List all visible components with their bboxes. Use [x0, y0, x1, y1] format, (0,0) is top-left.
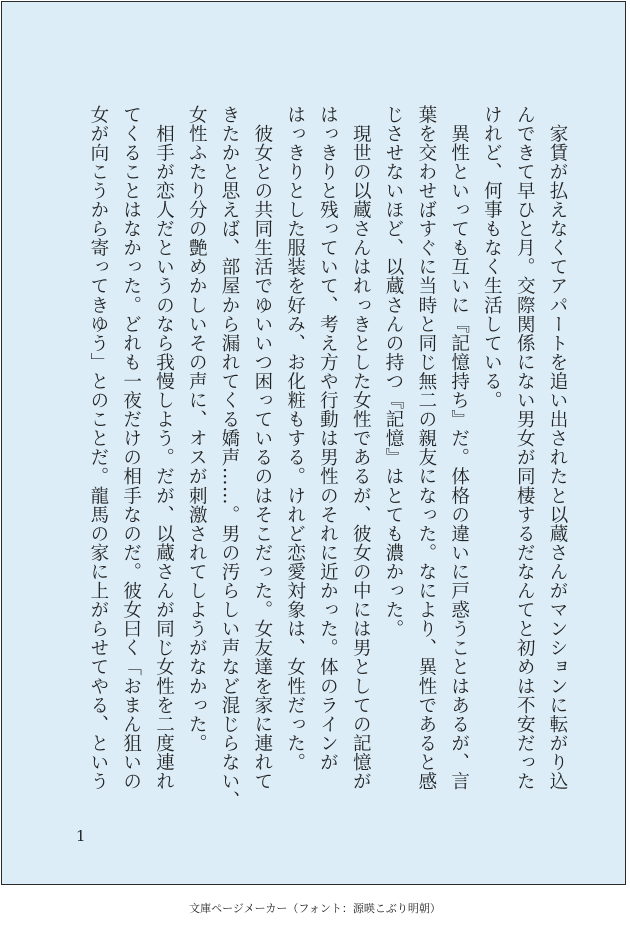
vertical-body-text	[81, 105, 573, 810]
text-line: けれど、何事もなく生活している。	[481, 105, 503, 410]
text-line: てくることはなかった。どれも一夜だけの相手なのだ。彼女曰く「おまん狙いの	[120, 105, 142, 791]
text-line: 家賃が払えなくてアパートを追い出されたと以蔵さんがマンションに転がり込	[547, 105, 568, 791]
text-line: 葉を交わせばすぐに当時と同じ無二の親友になった。なにより、異性であると感	[415, 105, 437, 791]
text-line: 現世の以蔵さんはれっきとした女性であるが、彼女の中には男としての記憶が	[350, 105, 372, 791]
book-page	[1, 1, 626, 885]
page-number: 1	[76, 827, 86, 845]
text-line: んできて早ひと月。交際関係にない男女が同棲するだなんてと初めは不安だった	[514, 105, 536, 791]
text-line: 相手が恋人だというのなら我慢しよう。だが、以蔵さんが同じ女性を二度連れ	[153, 105, 175, 791]
text-line: 彼女との共同生活でゆいいつ困っているのはそこだった。女友達を家に連れて	[251, 105, 273, 791]
text-line: 異性といっても互いに『記憶持ち』だ。体格の違いに戸惑うことはあるが、言	[448, 105, 470, 791]
text-line: きたかと思えば、部屋から漏れてくる嬌声……。男の汚らしい声など混じらない、	[219, 105, 241, 810]
text-line: はっきりとした服装を好み、お化粧もする。けれど恋愛対象は、女性だった。	[284, 105, 306, 772]
footer-credit: 文庫ページメーカー（フォント：源暎こぶり明朝）	[189, 902, 441, 915]
text-line: 女性ふたり分の艶めかしいその声に、オスが刺激されてしようがなかった。	[186, 105, 208, 753]
text-line: 女が向こうから寄ってきゆう」とのことだ。龍馬の家に上がらせてやる、という	[87, 105, 109, 791]
text-line: じさせないほど、以蔵さんの持つ『記憶』はとても濃かった。	[383, 105, 405, 639]
text-line: はっきりと残っていて、考え方や行動は男性のそれに近かった。体のラインが	[317, 105, 339, 772]
